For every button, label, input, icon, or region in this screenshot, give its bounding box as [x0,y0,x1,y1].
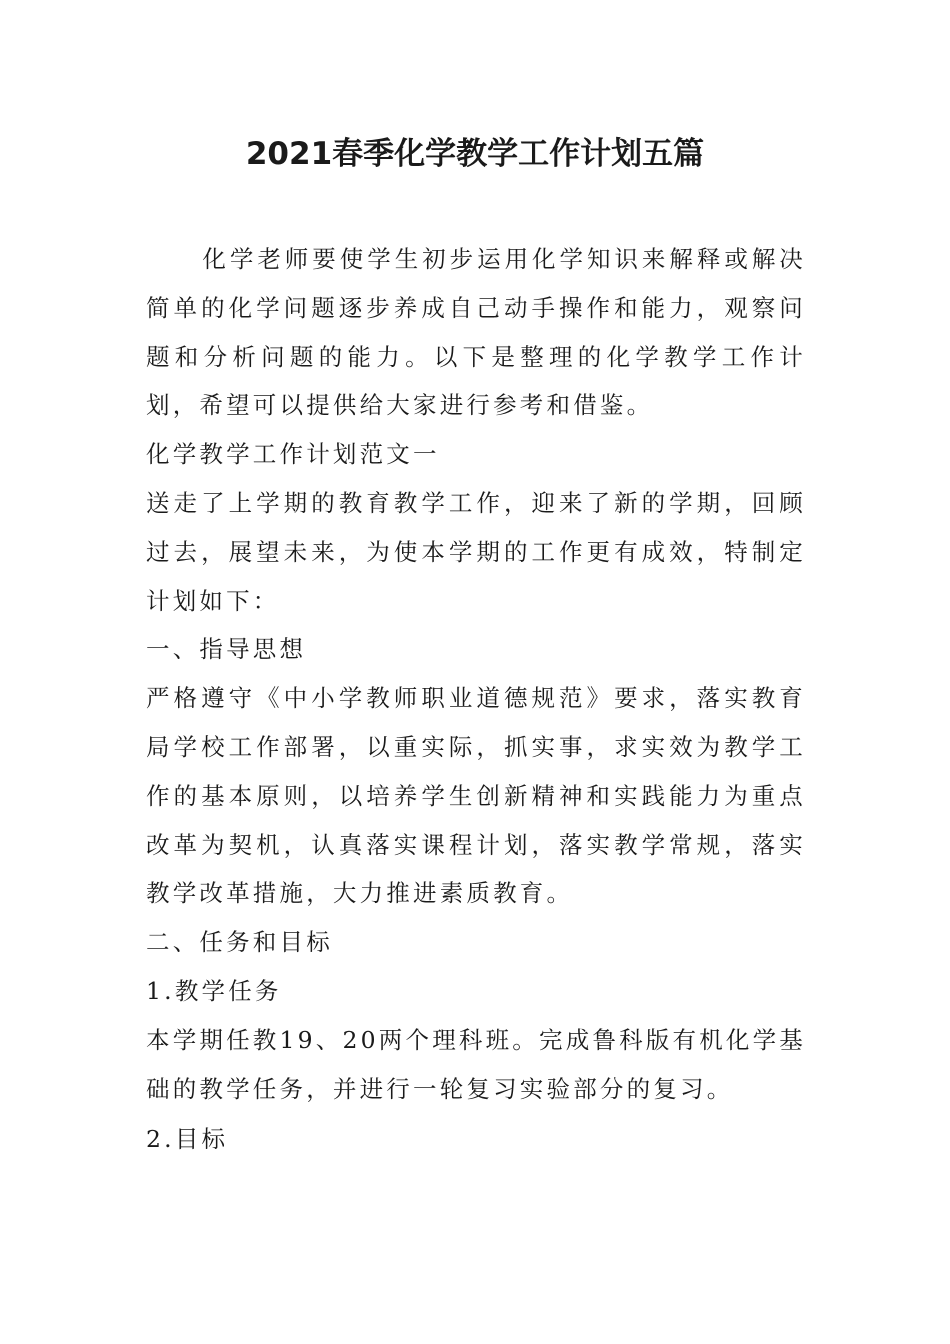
opening-paragraph: 送走了上学期的教育教学工作，迎来了新的学期，回顾过去，展望未来，为使本学期的工作更有成效，特制定计划如下： [146,488,806,615]
document-title: 2021春季化学教学工作计划五篇 [245,136,705,172]
section-heading-sample-one: 化学教学工作计划范文一 [146,440,440,469]
intro-paragraph: 化学老师要使学生初步运用化学知识来解释或解决简单的化学问题逐步养成自己动手操作和能力，观察问题和分析问题的能力。以下是整理的化学教学工作计划，希望可以提供给大家进行参考和借鉴。 [146,245,806,420]
heading-guiding-ideology: 一、指导思想 [146,635,307,664]
heading-goals: 2.目标 [146,1125,229,1154]
heading-teaching-tasks: 1.教学任务 [146,976,282,1005]
heading-tasks-and-goals: 二、任务和目标 [146,928,333,957]
teaching-tasks-paragraph: 本学期任教19、20两个理科班。完成鲁科版有机化学基础的教学任务，并进行一轮复习实验部分的复习。 [146,1025,807,1103]
document-body [146,235,806,1164]
guiding-ideology-paragraph: 严格遵守《中小学教师职业道德规范》要求，落实教育局学校工作部署，以重实际，抓实事，求实效为教学工作的基本原则，以培养学生创新精神和实践能力为重点改革为契机，认真落实课程计划，落实教学常规，落实教学改革措施，大力推进素质教育。 [146,684,806,908]
